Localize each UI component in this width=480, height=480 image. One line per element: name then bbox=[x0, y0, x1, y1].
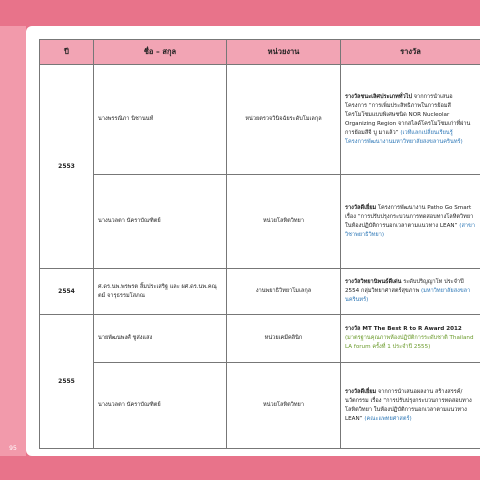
award-title: รางวัลวิทยานิพนธ์ดีเด่น bbox=[345, 279, 402, 285]
award-body: จากการนำเสนอผลงาน สร้างสรรค์/นวัตกรรม เรื่อง “การปรับปรุงกระบวนการทดสอบทางโลหิตวิทยา ในห้องปฏิบัติการนอกเวลาตามแนวทาง LEAN” bbox=[345, 388, 472, 422]
name-cell: นางนวลตา นัคราบัณฑิตย์ bbox=[94, 175, 227, 269]
award-cell bbox=[341, 315, 480, 363]
table-row bbox=[40, 175, 480, 269]
award-cell bbox=[341, 269, 480, 315]
award-title: รางวัลดีเยี่ยม bbox=[345, 204, 377, 211]
left-margin-strip bbox=[0, 26, 26, 456]
award-note: (มาตรฐานคุณภาพห้องปฏิบัติการระดับชาติ Thailand LA forum ครั้งที่ 1 ประจำปี 2555) bbox=[345, 335, 474, 350]
header-name: ชื่อ – สกุล bbox=[94, 40, 227, 65]
unit-cell: หน่วยโลหิตวิทยา bbox=[227, 363, 341, 449]
unit-cell: งานพยาธิวิทยาโมเลกุล bbox=[227, 269, 341, 315]
name-cell: นายพัฒนพงศ์ ชูส่งแสง bbox=[94, 315, 227, 363]
awards-table bbox=[39, 39, 480, 449]
year-cell: 2554 bbox=[40, 269, 94, 315]
year-cell: 2553 bbox=[40, 65, 94, 269]
header-unit: หน่วยงาน bbox=[227, 40, 341, 65]
award-note: (มหาวิทยาลัยสงขลานครินทร์) bbox=[345, 288, 471, 303]
award-cell bbox=[341, 175, 480, 269]
award-note: (คณะแพทยศาสตร์) bbox=[364, 415, 412, 422]
unit-cell: หน่วยโลหิตวิทยา bbox=[227, 175, 341, 269]
award-note: (เวทีแลกเปลี่ยนเรียนรู้ โครงการพัฒนางานมหาวิทยาลัยสงขลานครินทร์) bbox=[345, 129, 463, 145]
year-cell: 2555 bbox=[40, 315, 94, 449]
award-body: โครงการพัฒนางาน Patho Go Smart เรื่อง “การปรับปรุงกระบวนการทดสอบทางโลหิตวิทยาในห้องปฏิบัติการนอกเวลาตามแนวทาง LEAN” bbox=[345, 204, 474, 229]
award-note: (สาขาวิชาพยาธิวิทยา) bbox=[345, 222, 475, 238]
table-row bbox=[40, 363, 480, 449]
award-title: รางวัลดีเยี่ยม bbox=[345, 388, 377, 395]
award-cell bbox=[341, 363, 480, 449]
table-row bbox=[40, 65, 480, 175]
page-number: 95 bbox=[9, 445, 17, 452]
document-page bbox=[26, 26, 480, 456]
award-title: รางวัล MT The Best R to R Award 2012 bbox=[345, 326, 462, 332]
header-award: รางวัล bbox=[341, 40, 480, 65]
name-cell: นางพรรณิภา นิชานนท์ bbox=[94, 65, 227, 175]
unit-cell: หน่วยตรวจวินิจฉัยระดับโมเลกุล bbox=[227, 65, 341, 175]
table-row bbox=[40, 269, 480, 315]
name-cell: นางนวลตา นัคราบัณฑิตย์ bbox=[94, 363, 227, 449]
award-cell bbox=[341, 65, 480, 175]
name-cell: ศ.ดร.นพ.พรพรต ลิ้มประเสริฐ และ ผศ.ดร.นพ.คณุตม์ จารุธรรมโสภณ bbox=[94, 269, 227, 315]
table-row bbox=[40, 315, 480, 363]
award-body: จากการนำเสนอ โครงการ “การเพิ่มประสิทธิภาพในการย้อมสีโครโมโซมแบบพิเศษชนิด NOR Nucleolar Organizing Region จากสไลด์โครโมโซมเก่าที่ผ่านการย้อมสีจี บู มาแล้ว” bbox=[345, 93, 471, 136]
header-year: ปี bbox=[40, 40, 94, 65]
unit-cell: หน่วยเคมีคลินิก bbox=[227, 315, 341, 363]
award-title: รางวัลชนะเลิศประเภททั่วไป bbox=[345, 93, 412, 100]
award-body: ระดับปริญญาโท ประจำปี 2554 กลุ่มวิทยาศาสตร์สุขภาพ bbox=[345, 279, 464, 294]
table-header-row bbox=[40, 40, 480, 65]
